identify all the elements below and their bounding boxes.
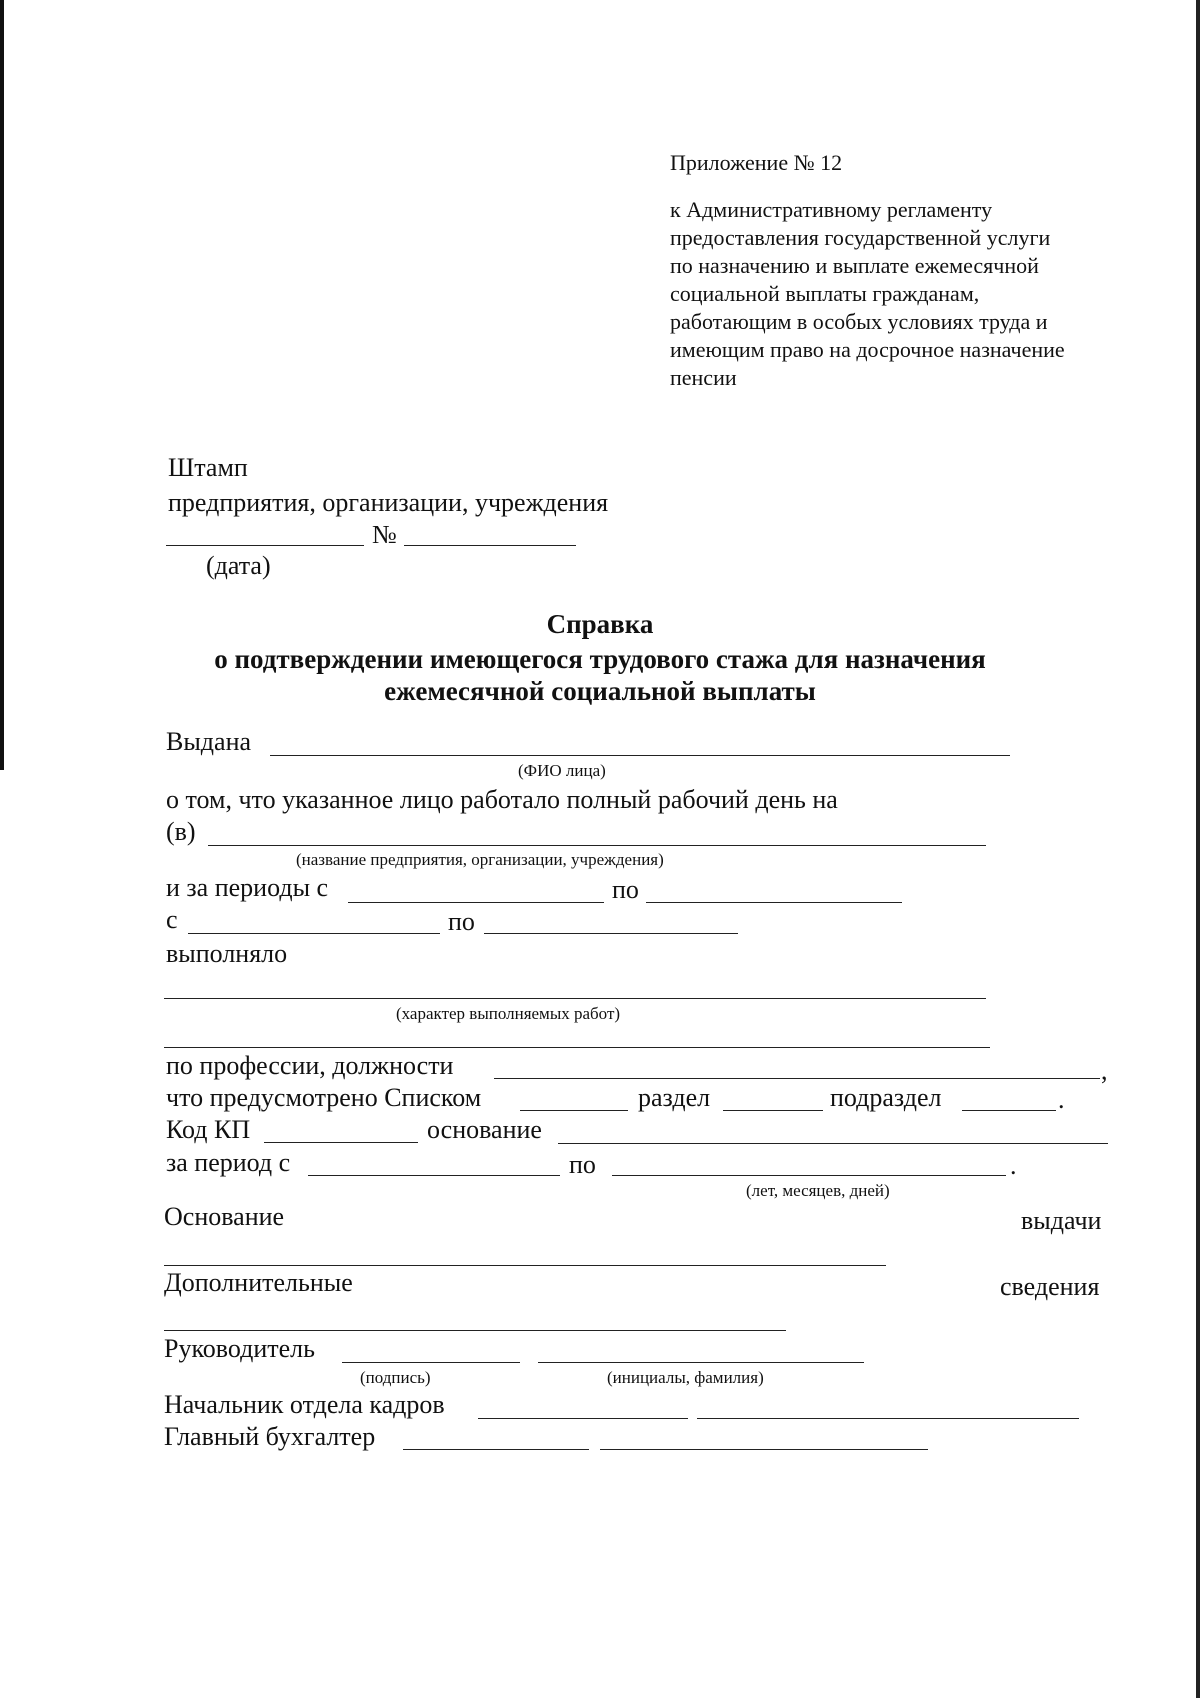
appendix-line: по назначению и выплате ежемесячной <box>670 253 1039 278</box>
work-blank-2 <box>164 1047 990 1048</box>
period2-to-blank <box>484 933 738 934</box>
appendix-number: Приложение № 12 <box>670 150 843 175</box>
to-label: по <box>448 907 475 936</box>
appendix-line: имеющим право на досрочное назначение <box>670 337 1065 362</box>
chief-accountant-label: Главный бухгалтер <box>164 1422 376 1451</box>
basis-issue-label: Основание <box>164 1202 285 1231</box>
period-end: . <box>1058 1085 1065 1114</box>
document-title: Справка <box>546 609 654 639</box>
to-label: по <box>569 1150 596 1179</box>
duration-caption: (лет, месяцев, дней) <box>746 1181 890 1200</box>
basis-issue-label-2: выдачи <box>1021 1206 1102 1235</box>
additional-blank <box>164 1330 786 1331</box>
appendix-line: предоставления государственной услуги <box>670 225 1051 250</box>
profession-blank <box>494 1078 1100 1079</box>
document-subtitle: ежемесячной социальной выплаты <box>384 676 816 706</box>
fio-blank <box>270 755 1010 756</box>
subsection-label: подраздел <box>830 1083 942 1112</box>
for-period-label: за период с <box>166 1148 291 1177</box>
head-label: Руководитель <box>164 1334 315 1363</box>
hr-head-signature-blank <box>478 1418 688 1419</box>
section-blank <box>723 1110 823 1111</box>
in-label: (в) <box>166 817 196 846</box>
date-blank <box>166 545 364 546</box>
from-label: с <box>166 905 178 934</box>
subsection-blank <box>962 1110 1056 1111</box>
list-text: что предусмотрено Списком <box>166 1083 482 1112</box>
profession-label: по профессии, должности <box>166 1051 454 1080</box>
org-caption: (название предприятия, организации, учреждения) <box>296 850 664 869</box>
stamp-line: предприятия, организации, учреждения <box>168 488 609 517</box>
number-sign: № <box>372 520 397 549</box>
chief-accountant-initials-blank <box>600 1449 928 1450</box>
appendix-line: к Административному регламенту <box>670 197 993 222</box>
initials-caption: (инициалы, фамилия) <box>607 1368 764 1387</box>
period2-from-blank <box>188 933 440 934</box>
section-label: раздел <box>638 1083 711 1112</box>
hr-head-initials-blank <box>697 1418 1079 1419</box>
signature-caption: (подпись) <box>360 1368 431 1387</box>
for-period-from-blank <box>308 1175 560 1176</box>
work-blank <box>164 998 986 999</box>
additional-label: Дополнительные <box>164 1268 353 1297</box>
document-subtitle: о подтверждении имеющегося трудового стажа для назначения <box>214 644 986 674</box>
head-signature-blank <box>342 1362 520 1363</box>
issued-label: Выдана <box>166 727 252 756</box>
period-end: . <box>1010 1151 1017 1180</box>
head-initials-blank <box>538 1362 864 1363</box>
code-kp-blank <box>264 1142 418 1143</box>
to-label: по <box>612 875 639 904</box>
chief-accountant-signature-blank <box>403 1449 589 1450</box>
fio-caption: (ФИО лица) <box>518 761 606 780</box>
stamp-line: Штамп <box>168 453 248 482</box>
basis-label: основание <box>427 1115 542 1144</box>
scan-edge-right <box>1196 0 1200 1698</box>
periods-from-label: и за периоды с <box>166 873 329 902</box>
worked-text: о том, что указанное лицо работало полный рабочий день на <box>166 785 838 814</box>
list-blank <box>520 1110 628 1111</box>
basis-issue-blank <box>164 1265 886 1266</box>
basis-blank <box>558 1143 1108 1144</box>
period1-from-blank <box>348 902 604 903</box>
code-kp-label: Код КП <box>166 1115 251 1144</box>
work-caption: (характер выполняемых работ) <box>396 1004 621 1023</box>
hr-head-label: Начальник отдела кадров <box>164 1390 445 1419</box>
additional-label-2: сведения <box>1000 1272 1100 1301</box>
number-blank <box>404 545 576 546</box>
org-blank <box>208 845 986 846</box>
appendix-line: работающим в особых условиях труда и <box>670 309 1048 334</box>
profession-comma: , <box>1101 1056 1108 1085</box>
date-caption: (дата) <box>206 551 271 580</box>
appendix-line: пенсии <box>670 365 737 390</box>
performed-label: выполняло <box>166 939 288 968</box>
appendix-line: социальной выплаты гражданам, <box>670 281 980 306</box>
for-period-to-blank <box>612 1175 1006 1176</box>
period1-to-blank <box>646 902 902 903</box>
